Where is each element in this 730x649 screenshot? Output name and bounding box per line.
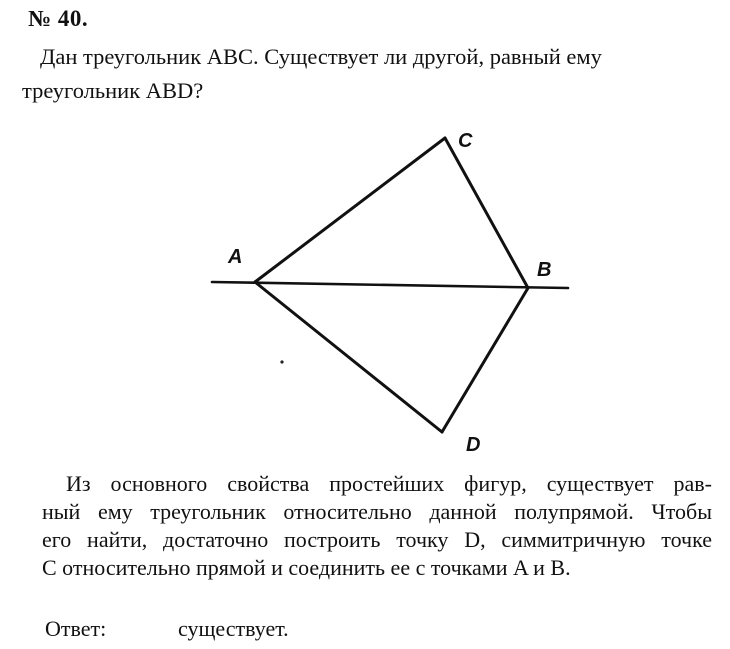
segment-cb — [445, 138, 528, 288]
point-label-d: D — [466, 434, 481, 456]
problem-statement-line: Дан треугольник ABC. Существует ли другой, равный ему — [40, 44, 602, 69]
solution-line: ный ему треугольник относительно данной полупрямой. Чтобы — [42, 499, 712, 524]
answer-value: существует. — [178, 616, 289, 641]
stray-dot — [280, 360, 283, 363]
answer-label: Ответ: — [45, 616, 107, 641]
problem-number: № 40. — [28, 6, 89, 31]
solution-line: C относительно прямой и соединить ее с точками A и B. — [42, 555, 571, 580]
segment-ac — [255, 138, 445, 282]
segment-ad — [255, 282, 442, 432]
segment-db — [442, 288, 528, 432]
point-label-a: A — [228, 246, 243, 268]
answer-row — [45, 616, 289, 642]
solution-line: его найти, достаточно построить точку D, симмитричную точке — [42, 527, 712, 552]
solution-line: Из основного свойства простейших фигур, существует рав- — [66, 471, 712, 496]
point-label-c: C — [458, 130, 473, 152]
point-label-b: B — [537, 259, 552, 281]
problem-statement-line: треугольник ABD? — [22, 78, 204, 103]
solution-text — [42, 470, 712, 582]
line-ab — [212, 282, 568, 288]
